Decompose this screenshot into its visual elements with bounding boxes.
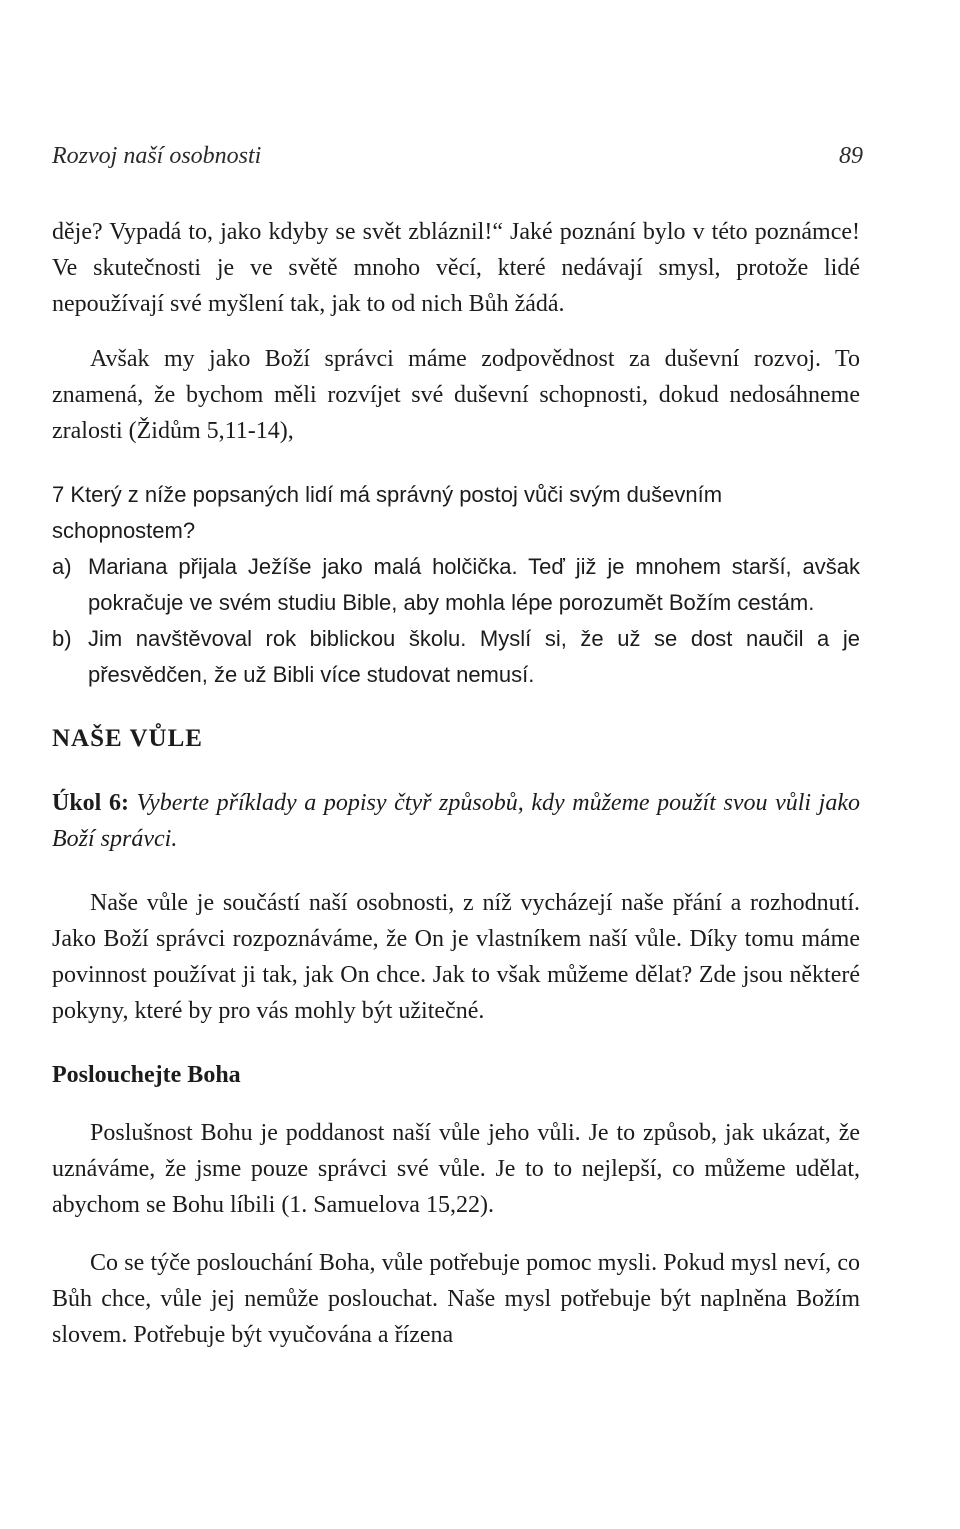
subsection-heading: Poslouchejte Boha xyxy=(52,1062,241,1088)
answer-option-b xyxy=(52,621,860,693)
task-text: Vyberte příklady a popisy čtyř způsobů, kdy můžeme použít svou vůli jako Boží správci. xyxy=(52,790,861,852)
task-label: Úkol 6: xyxy=(52,790,129,816)
answer-text: Mariana přijala Ježíše jako malá holčička. Teď již je mnohem starší, avšak pokračuje ve svém studiu Bible, aby mohla lépe porozumět Božím cestám. xyxy=(88,554,860,615)
task-instruction xyxy=(52,785,860,857)
answer-letter: a) xyxy=(52,554,72,579)
paragraph-mind-help: Co se týče poslouchání Boha, vůle potřebuje pomoc mysli. Pokud mysl neví, co Bůh chce, vůle jej nemůže poslouchat. Naše mysl potřebuje být naplněna Božím slovem. Potřebuje být vyučována a řízena xyxy=(52,1250,860,1348)
page-number: 89 xyxy=(839,143,863,169)
answer-text: Jim navštěvoval rok biblickou školu. Myslí si, že už se dost naučil a je přesvědčen, že už Bibli více studovat nemusí. xyxy=(88,626,860,687)
paragraph-will: Naše vůle je součástí naší osobnosti, z níž vycházejí naše přání a rozhodnutí. Jako Boží správci rozpoznáváme, že On je vlastníkem naší vůle. Díky tomu máme povinnost používat ji tak, jak On chce. Jak to však můžeme dělat? Zde jsou některé pokyny, které by pro vás mohly být užitečné. xyxy=(52,890,860,1024)
paragraph-mental-development: Avšak my jako Boží správci máme zodpovědnost za duševní rozvoj. To znamená, že bychom měli rozvíjet své duševní schopnosti, dokud nedosáhneme zralosti (Židům 5,11-14), xyxy=(52,346,860,444)
paragraph-obedience: Poslušnost Bohu je poddanost naší vůle jeho vůli. Je to způsob, jak ukázat, že uznáváme, že jsme pouze správci své vůle. Je to to nejlepší, co můžeme udělat, abychom se Bohu líbili (1. Samuelova 15,22). xyxy=(52,1120,860,1218)
study-question: 7 Který z níže popsaných lidí má správný postoj vůči svým duševním schopnostem? xyxy=(52,482,723,543)
body-text xyxy=(52,214,860,1353)
paragraph-continuation: děje? Vypadá to, jako kdyby se svět zbláznil!“ Jaké poznání bylo v této poznámce! Ve skutečnosti je ve světě mnoho věcí, které nedávají smysl, protože lidé nepoužívají své myšlení tak, jak to od nich Bůh žádá. xyxy=(52,219,860,317)
chapter-title: Rozvoj naší osobnosti xyxy=(52,143,262,169)
answer-option-a xyxy=(52,549,860,621)
section-heading: NAŠE VŮLE xyxy=(52,725,203,752)
answer-letter: b) xyxy=(52,626,72,651)
